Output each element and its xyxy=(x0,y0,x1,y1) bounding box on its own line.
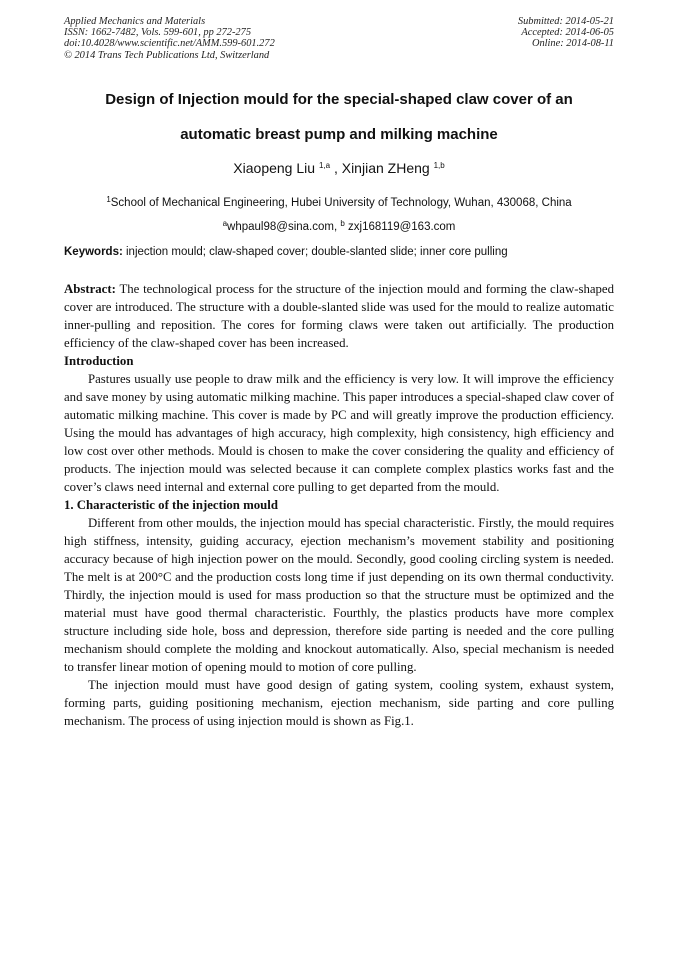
section-1-paragraph-1: Different from other moulds, the injection mould has special characteristic. Firstly, the mould requires high stiffness, intensity, guiding accuracy, ejection mechanism’s movement stability and positioning accuracy because of high injection power on the mould. Secondly, good cooling circling system is needed. The melt is at 200°C and the production costs long time if just depending on its own thermal conductivity. Thirdly, the injection mould is used for mass production so that the structure must be optimized and the material must have good thermal characteristic. Fourthly, the plastics products have more complex structure including side hole, boss and depression, therefore side parting is needed and the core pulling mechanism should complete the molding and knockout automatically. Also, special mechanism is needed to transfer linear motion of opening mould to motion of core pulling. xyxy=(64,516,614,674)
paper-title-line-2: automatic breast pump and milking machine xyxy=(180,126,498,143)
author-1-affiliation-mark: 1,a xyxy=(318,161,331,170)
submission-dates xyxy=(518,16,614,50)
author-1: Xiaopeng Liu xyxy=(233,160,316,176)
email-a: whpaul98@sina.com, xyxy=(227,221,338,233)
section-1-paragraph-2: The injection mould must have good design of gating system, cooling system, exhaust system, forming parts, guiding positioning mechanism, ejection mechanism, side parting and core pulling mechanism. The process of using injection mould is shown as Fig.1. xyxy=(64,678,614,728)
online-date: Online: 2014-08-11 xyxy=(531,38,614,50)
email-b: zxj168119@163.com xyxy=(348,221,456,233)
introduction-paragraph: Pastures usually use people to draw milk and the efficiency is very low. It will improve the efficiency and save money by using automatic milking machine. This paper introduces a special-shaped claw cover of automatic milking machine. This cover is made by PC and will greatly improve the production efficiency. Using the mould has advantages of high accuracy, high complexity, high consistency, high efficiency and low cost over other methods. Mould is chosen to make the cover considering the quality and efficiency of products. The injection mould was selected because it can complete complex plastics works fast and the cover’s claws need internal and external core pulling to get departed from the mould. xyxy=(64,372,614,494)
author-emails xyxy=(0,220,678,234)
journal-info xyxy=(64,16,275,61)
author-list xyxy=(0,160,678,177)
journal-name: Applied Mechanics and Materials xyxy=(64,16,206,27)
paper-body xyxy=(64,280,614,730)
abstract xyxy=(64,280,614,352)
author-2-affiliation-mark: 1,b xyxy=(433,161,445,170)
introduction-heading: Introduction xyxy=(64,354,134,368)
keywords-label: Keywords: xyxy=(64,246,123,258)
keywords-text: injection mould; claw-shaped cover; double-slanted slide; inner core pulling xyxy=(126,246,508,258)
submitted-date: Submitted: 2014-05-21 xyxy=(517,16,614,27)
journal-doi: doi:10.4028/www.scientific.net/AMM.599-601.272 xyxy=(64,38,275,50)
section-1-heading: 1. Characteristic of the injection mould xyxy=(64,498,278,512)
affiliation-mark: 1 xyxy=(106,195,111,204)
abstract-label: Abstract: xyxy=(64,282,116,296)
email-a-mark: a xyxy=(222,219,228,228)
affiliation-text: School of Mechanical Engineering, Hubei University of Technology, Wuhan, 430068, China xyxy=(110,197,572,209)
affiliation xyxy=(0,196,678,210)
author-2: Xinjian ZHeng xyxy=(341,160,430,176)
author-separator: , xyxy=(330,160,342,176)
accepted-date: Accepted: 2014-06-05 xyxy=(521,27,614,39)
journal-issn: ISSN: 1662-7482, Vols. 599-601, pp 272-275 xyxy=(64,27,252,39)
keywords xyxy=(64,245,624,259)
abstract-text: The technological process for the structure of the injection mould and forming the claw-shaped cover are introduced. The structure with a double-slanted slide was used for the mould to realize automatic inner-pulling and reposition. The cores for forming claws were taken out artificially. The production efficiency of the claw-shaped cover has been increased. xyxy=(64,282,614,350)
email-b-mark: b xyxy=(340,219,345,228)
paper-title-line-1: Design of Injection mould for the special-shaped claw cover of an xyxy=(105,91,573,108)
journal-copyright: © 2014 Trans Tech Publications Ltd, Switzerland xyxy=(64,49,270,61)
